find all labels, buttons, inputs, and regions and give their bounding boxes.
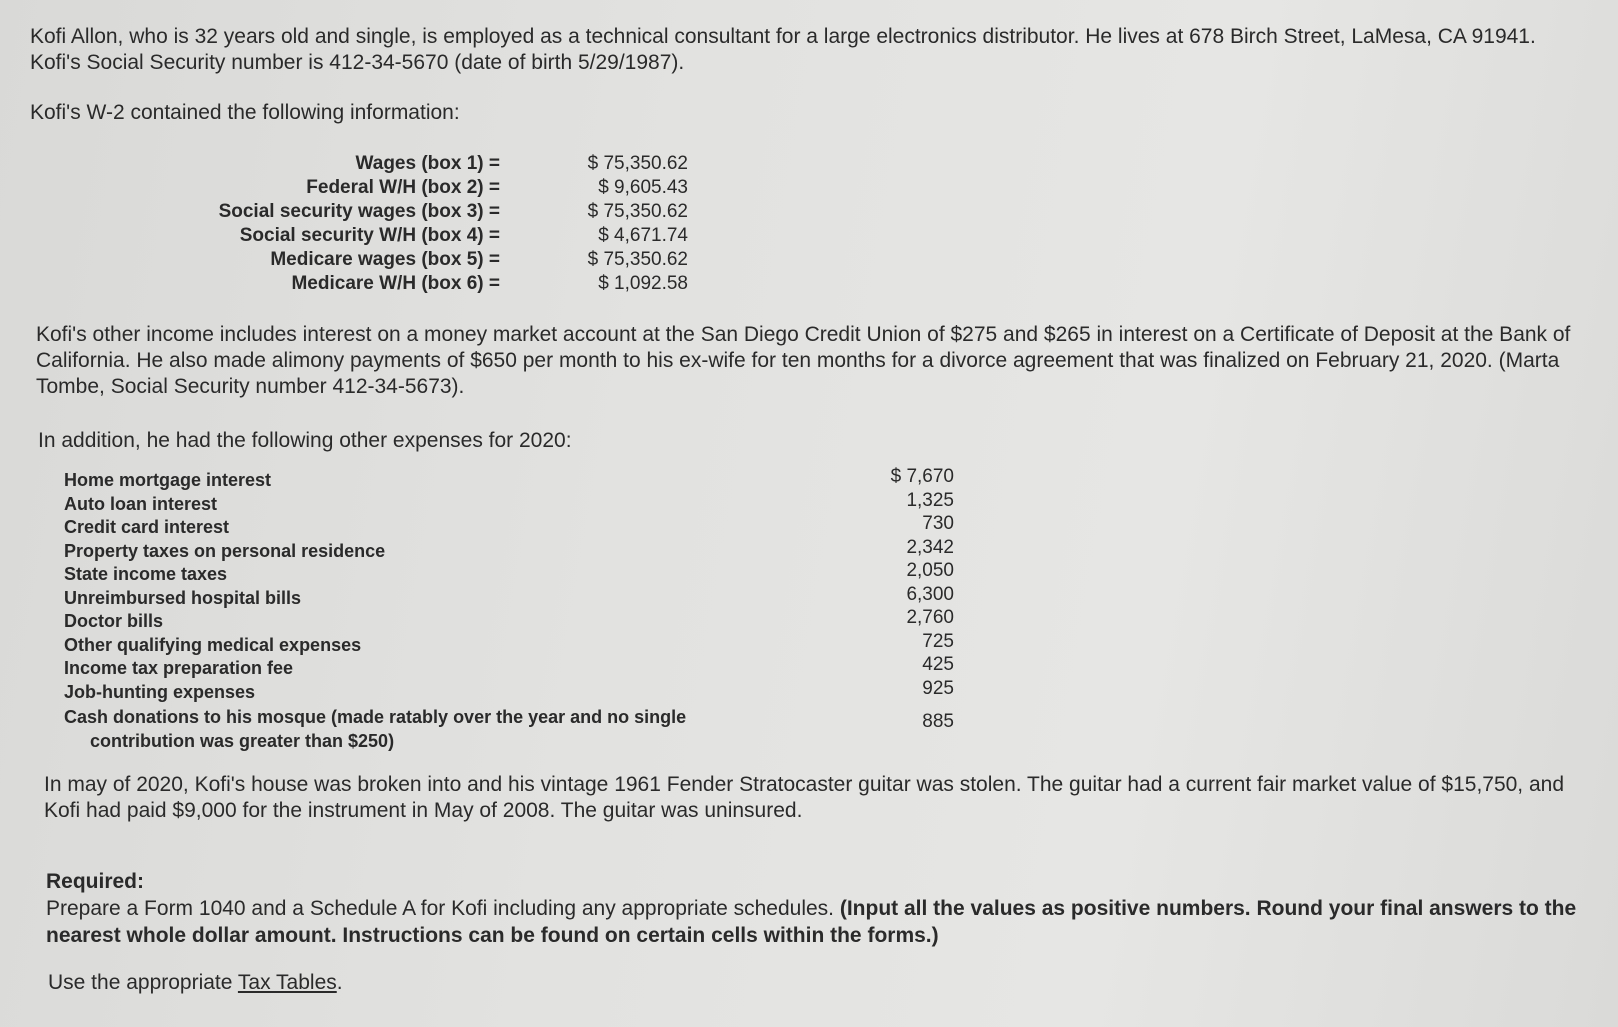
tax-tables-suffix: . [336, 971, 343, 994]
expense-value: 730 [922, 513, 954, 534]
expense-row [64, 583, 964, 612]
expenses-list [64, 466, 964, 753]
expense-row [64, 489, 964, 518]
expense-label: Home mortgage interest [64, 470, 272, 490]
required-heading: Required: [46, 870, 145, 893]
expense-value: 6,300 [906, 583, 954, 605]
expense-value: 2,760 [906, 607, 954, 628]
tax-tables-prefix: Use the appropriate [48, 971, 238, 994]
expense-row [64, 630, 964, 659]
w2-value: $ 1,092.58 [598, 273, 688, 294]
expense-label [64, 705, 744, 753]
w2-label: Medicare W/H (box 6) = [291, 273, 500, 294]
expense-value: 885 [922, 711, 954, 732]
w2-row [150, 224, 688, 248]
expenses-intro: In addition, he had the following other expenses for 2020: [38, 429, 572, 452]
intro-paragraph: Kofi Allon, who is 32 years old and single, is employed as a technical consultant for a large electronics distributor. He lives at 678 Birch Street, LaMesa, CA 91941. Kofi's Social Security number is 412-34-5670 (date of birth 5/29/1987). [30, 25, 1536, 74]
expense-row [64, 513, 964, 541]
expense-row [64, 466, 964, 494]
w2-row [150, 152, 688, 176]
expense-value: 1,325 [906, 489, 954, 511]
expense-row [64, 654, 964, 682]
tax-tables-link[interactable]: Tax Tables [237, 971, 337, 994]
w2-label: Medicare wages (box 5) = [270, 249, 500, 270]
w2-label: Wages (box 1) = [355, 153, 500, 174]
expense-label: Property taxes on personal residence [64, 540, 386, 561]
expense-value: 2,342 [906, 536, 954, 558]
expense-value: 725 [922, 630, 954, 652]
w2-table [150, 152, 688, 296]
expense-row-donations [64, 705, 964, 753]
expense-label: Doctor bills [64, 611, 164, 631]
expense-row [64, 677, 964, 706]
w2-intro: Kofi's W-2 contained the following information: [30, 101, 460, 124]
w2-value: $ 4,671.74 [598, 225, 688, 246]
w2-value: $ 75,350.62 [587, 201, 688, 222]
expense-label: Unreimbursed hospital bills [64, 587, 302, 608]
required-section [46, 868, 1586, 949]
w2-value: $ 75,350.62 [587, 249, 688, 270]
expense-row [64, 560, 964, 588]
w2-row [150, 272, 688, 296]
expense-label: Other qualifying medical expenses [64, 634, 362, 655]
guitar-paragraph: In may of 2020, Kofi's house was broken into and his vintage 1961 Fender Stratocaster guitar was stolen. The guitar had a current fair market value of $15,750, and Kofi had paid $9,000 for the instrument in May of 2008. The guitar was uninsured. [44, 773, 1565, 822]
other-income-paragraph: Kofi's other income includes interest on a money market account at the San Diego Credit Union of $275 and $265 in interest on a Certificate of Deposit at the Bank of California. He also made alimony payments of $650 per month to his ex-wife for ten months for a divorce agreement that was finalized on February 21, 2020. (Marta Tombe, Social Security number 412-34-5673). [36, 323, 1571, 398]
expense-label: State income taxes [64, 564, 228, 584]
w2-row [150, 200, 688, 224]
expense-label: Auto loan interest [64, 493, 218, 514]
donation-label-line2: contribution was greater than $250) [90, 731, 395, 751]
expense-row [64, 536, 964, 565]
w2-label: Federal W/H (box 2) = [306, 177, 500, 198]
expense-row [64, 607, 964, 635]
w2-row [150, 176, 688, 200]
donation-label-line1: Cash donations to his mosque (made ratably over the year and no single [64, 707, 687, 727]
expense-label: Income tax preparation fee [64, 658, 294, 678]
expense-value: 925 [922, 677, 954, 699]
w2-value: $ 9,605.43 [598, 177, 688, 198]
expense-value: $ 7,670 [890, 466, 954, 487]
w2-label: Social security W/H (box 4) = [239, 225, 500, 246]
expense-value: 425 [922, 654, 954, 675]
tax-tables-line [48, 970, 343, 996]
expense-label: Credit card interest [64, 517, 230, 537]
w2-value: $ 75,350.62 [587, 153, 688, 174]
required-instructions: (Input all the values as positive numbers. Round your final answers to the nearest whole dollar amount. Instructions can be found on certain cells within the forms.) [46, 897, 1577, 947]
expense-label: Job-hunting expenses [64, 681, 256, 702]
expense-value: 2,050 [906, 560, 954, 581]
required-text: Prepare a Form 1040 and a Schedule A for Kofi including any appropriate schedules. [46, 897, 835, 920]
w2-row [150, 248, 688, 272]
w2-label: Social security wages (box 3) = [218, 201, 500, 222]
